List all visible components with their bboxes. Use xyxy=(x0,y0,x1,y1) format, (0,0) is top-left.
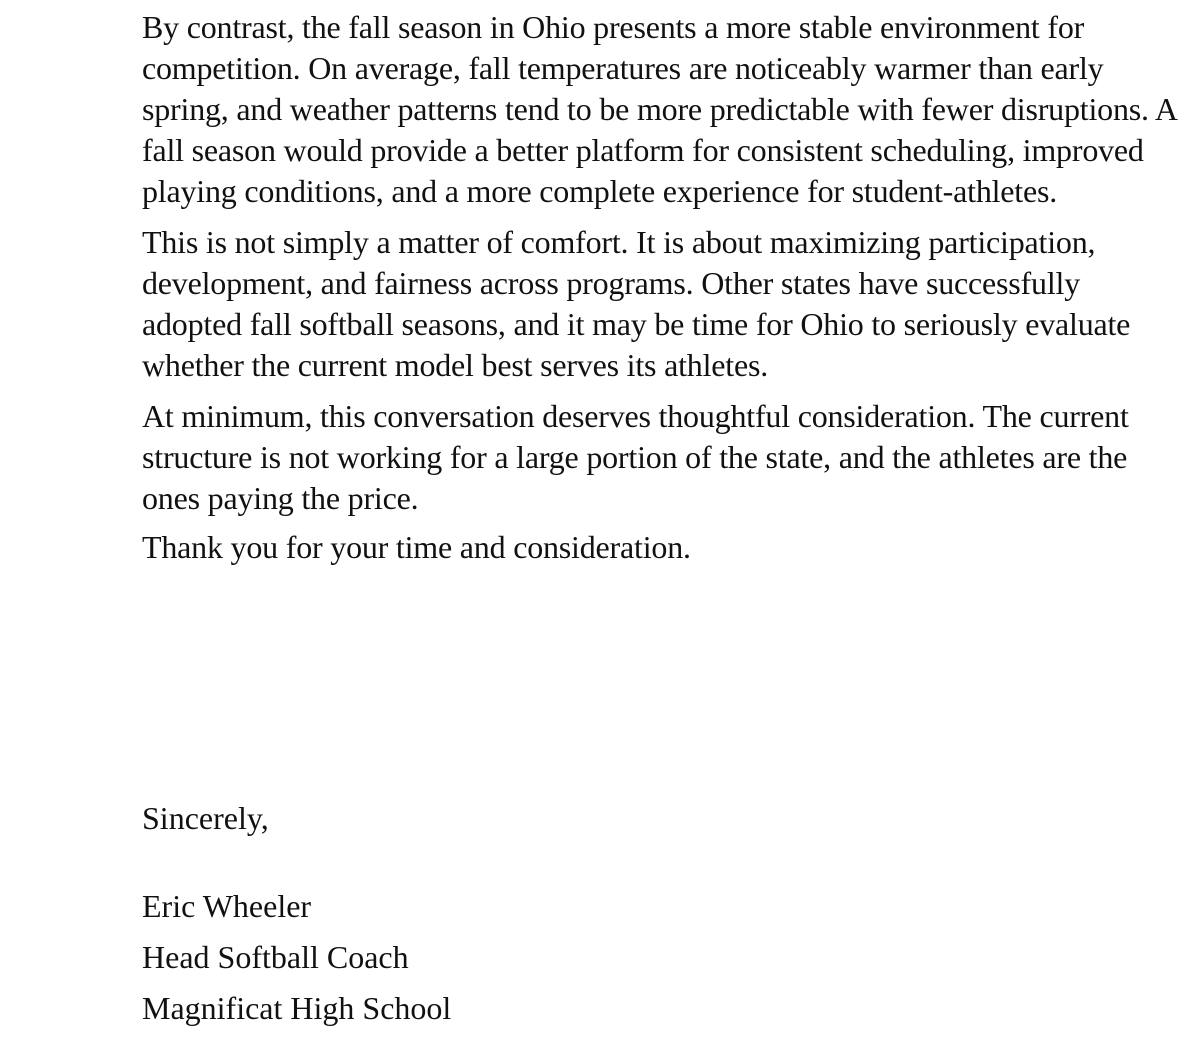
paragraph-conversation: At minimum, this conversation deserves thoughtful consideration. The current structure is not working for a large portion of the state, and the athletes are the ones paying the price. xyxy=(142,398,1129,516)
signature-name: Eric Wheeler xyxy=(142,888,312,924)
closing-salutation: Sincerely, xyxy=(142,800,269,836)
signature-title: Head Softball Coach xyxy=(142,939,409,975)
signature-organization: Magnificat High School xyxy=(142,990,452,1026)
paragraph-not-comfort: This is not simply a matter of comfort. It is about maximizing participation, development, and fairness across programs. Other states have successfully adopted fall softball seasons, and it may be time for Ohio to seriously evaluate whether the current model best serves its athletes. xyxy=(142,224,1131,383)
paragraph-thank-you: Thank you for your time and consideration. xyxy=(142,529,691,565)
paragraph-fall-season: By contrast, the fall season in Ohio presents a more stable environment for competition. On average, fall temperatures are noticeably warmer than early spring, and weather patterns tend to be more predictable with fewer disruptions. A fall season would provide a better platform for consistent scheduling, improved playing conditions, and a more complete experience for student-athletes. xyxy=(142,9,1176,209)
letter-body xyxy=(142,7,1182,568)
